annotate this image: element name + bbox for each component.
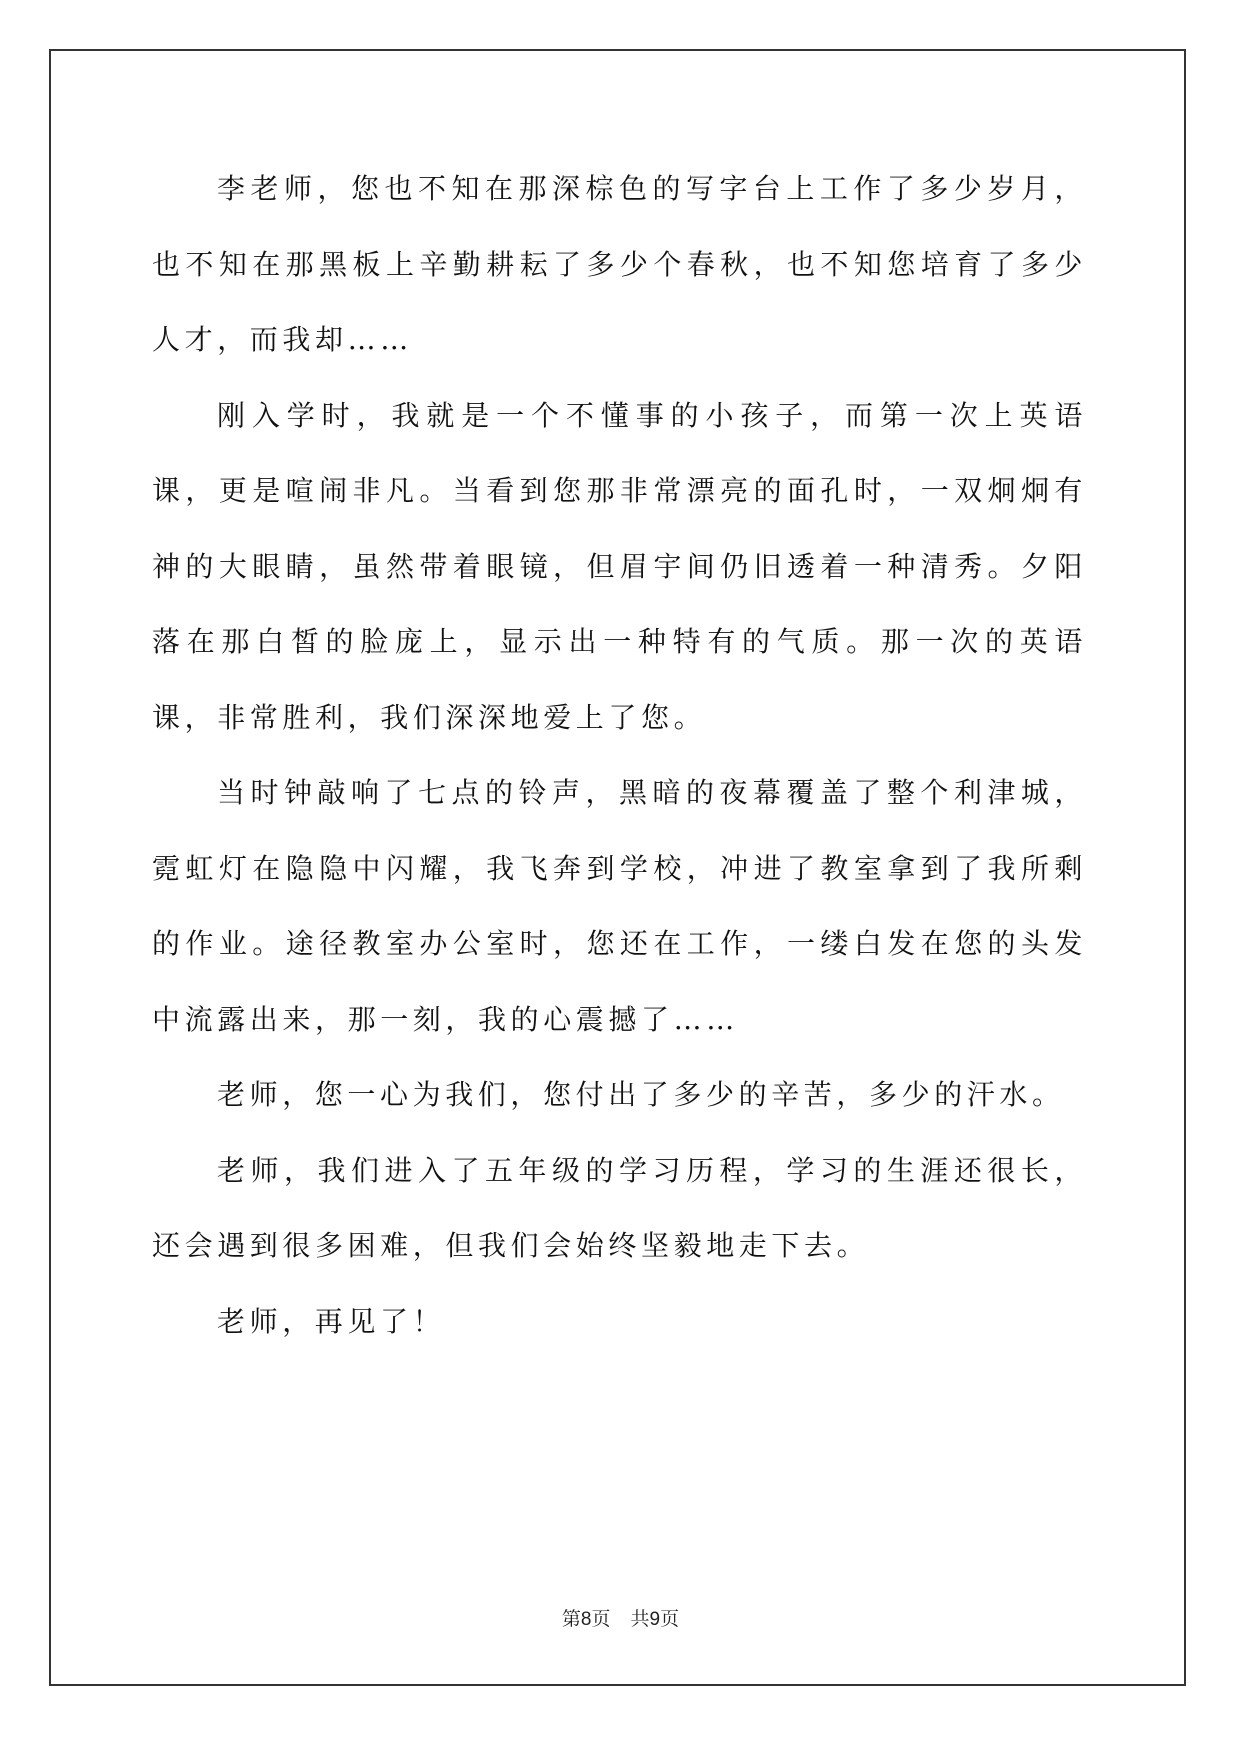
- paragraph-2: 刚入学时，我就是一个不懂事的小孩子，而第一次上英语课，更是喧闹非凡。当看到您那非常漂亮的面孔时，一双炯炯有神的大眼睛，虽然带着眼镜，但眉宇间仍旧透着一种清秀。夕阳落在那白皙的脸庞上，显示出一种特有的气质。那一次的英语课，非常胜利，我们深深地爱上了您。: [152, 398, 1087, 734]
- current-page-number: 8: [580, 1609, 592, 1630]
- footer-total-prefix: 共: [630, 1608, 650, 1630]
- paragraph-6: 老师，再见了！: [217, 1304, 446, 1338]
- paragraph-1: 李老师，您也不知在那深棕色的写字台上工作了多少岁月，也不知在那黑板上辛勤耕耘了多少个春秋，也不知您培育了多少人才，而我却……: [152, 172, 1087, 356]
- total-pages-number: 9: [649, 1609, 661, 1630]
- footer-prefix: 第: [561, 1608, 581, 1630]
- paragraph-5: 老师，我们进入了五年级的学习历程，学习的生涯还很长，还会遇到很多困难，但我们会始终坚毅地走下去。: [152, 1153, 1087, 1262]
- paragraph-4: 老师，您一心为我们，您付出了多少的辛苦，多少的汗水。: [217, 1078, 1065, 1111]
- page-footer: [0, 1607, 1241, 1632]
- paragraph-3: 当时钟敲响了七点的铃声，黑暗的夜幕覆盖了整个利津城，霓虹灯在隐隐中闪耀，我飞奔到学校，冲进了教室拿到了我所剩的作业。途径教室办公室时，您还在工作，一缕白发在您的头发中流露出来，那一刻，我的心震撼了……: [152, 776, 1087, 1036]
- footer-total-suffix: 页: [660, 1608, 680, 1630]
- footer-page-word: 页: [591, 1608, 611, 1630]
- document-body: [152, 151, 1087, 1359]
